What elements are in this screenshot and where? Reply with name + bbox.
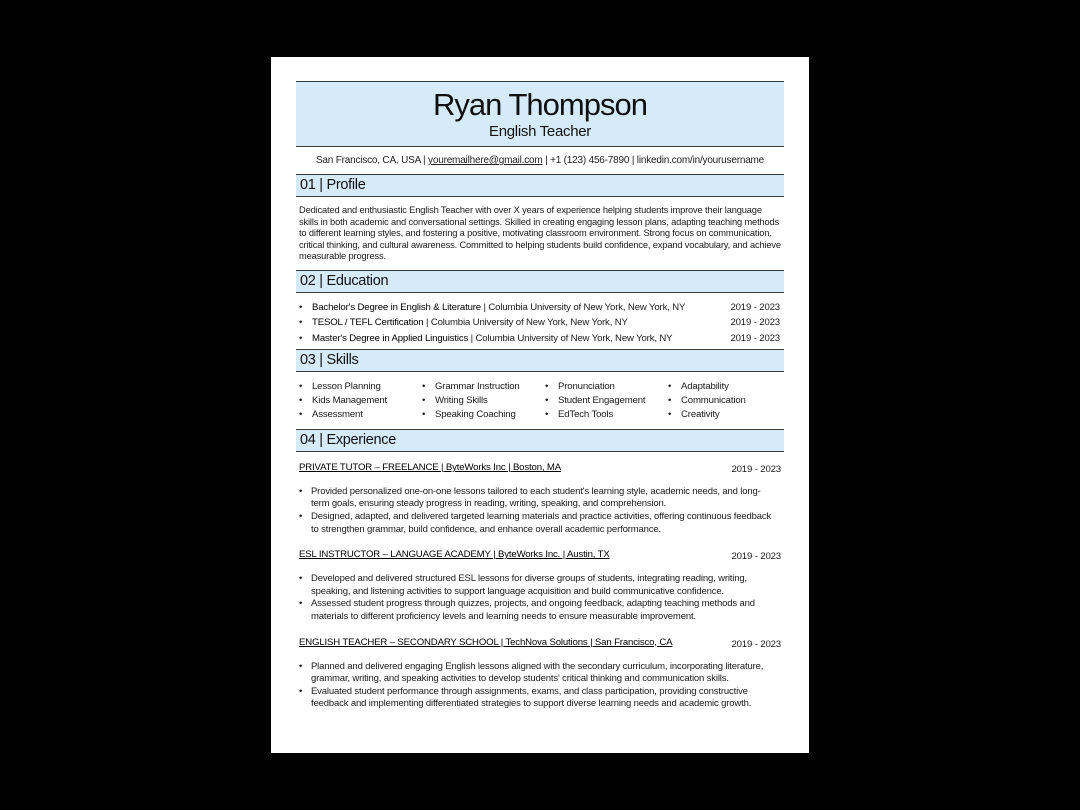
job-title: ESL INSTRUCTOR – LANGUAGE ACADEMY | ByteWorks Inc. | Austin, TX [299,549,610,561]
skill-item: • EdTech Tools [545,409,614,421]
experience-heading: 04 | Experience [296,429,784,452]
skill-item: • Speaking Coaching [422,409,516,421]
job-bullet: • Evaluated student performance through assignments, exams, and class participation, providing constructive feedback and implementing differentiated strategies to support diverse learning needs and academic growth. [299,685,752,710]
skill-item: • Creativity [668,409,720,421]
experience-list [296,452,784,711]
education-list [296,293,784,350]
education-heading: 02 | Education [296,270,784,293]
job-title: ENGLISH TEACHER – SECONDARY SCHOOL | TechNova Solutions | San Francisco, CA [299,636,673,648]
education-dates: 2019 - 2023 [730,317,780,329]
education-item [296,300,784,316]
bullet-icon: • [299,317,303,329]
skill-item: • Student Engagement [545,395,646,407]
contact-location: San Francisco, CA, USA | [315,155,429,166]
skill-item: • Communication [668,395,746,407]
skill-item: • Grammar Instruction [422,381,520,393]
job-dates: 2019 - 2023 [731,638,781,650]
job-title: PRIVATE TUTOR – FREELANCE | ByteWorks Inc | Boston, MA [299,461,562,473]
education-dates: 2019 - 2023 [730,332,780,344]
skill-item: • Adaptability [668,381,729,393]
job-entry [299,549,781,623]
job-bullet: • Assessed student progress through quizzes, projects, and ongoing feedback, adapting teaching methods and materials to different proficiency levels and learning needs to ensure measurable improvement. [299,598,755,623]
candidate-name: Ryan Thompson [433,87,647,122]
profile-text: Dedicated and enthusiastic English Teacher with over X years of experience helping students improve their language skills in both academic and conversational settings. Skilled in creating engaging lesson plans, adapting teaching methods to different learning styles, and fostering a positive, motivating classroom environment. Strong focus on communication, critical thinking, and cultural awareness. Committed to helping students build confidence, expand vocabulary, and achieve measurable progress. [299,205,781,262]
education-school: | Columbia University of New York, New York, NY [468,332,673,344]
job-dates: 2019 - 2023 [731,551,781,563]
job-bullet: • Designed, adapted, and delivered targeted learning materials and practice activities, offering continuous feedback to strengthen grammar, build confidence, and enhance overall academic performance. [299,511,772,535]
skill-item: • Pronunciation [545,381,615,393]
profile-heading: 01 | Profile [296,174,784,197]
resume-page [271,57,809,753]
contact-email-link[interactable]: youremailhere@gmail.com [428,155,543,166]
job-entry [299,462,781,536]
job-dates: 2019 - 2023 [731,463,781,475]
education-item [296,331,784,347]
skill-item: • Writing Skills [422,395,488,407]
contact-line [296,154,784,168]
education-dates: 2019 - 2023 [730,301,780,313]
job-entry [299,637,781,711]
bullet-icon: • [299,301,303,313]
contact-phone-linkedin: | +1 (123) 456-7890 | linkedin.com/in/yourusername [542,155,765,166]
candidate-role: English Teacher [489,123,591,140]
education-school: | Columbia University of New York, New York, NY [481,301,686,313]
skill-item: • Lesson Planning [299,381,381,393]
skill-item: • Kids Management [299,395,388,407]
job-bullet: • Planned and delivered engaging English lessons aligned with the secondary curriculum, incorporating literature, grammar, writing, and speaking activities to develop students' critical thinking and communication skills. [299,660,764,685]
education-degree: Master's Degree in Applied Linguistics [312,332,469,344]
bullet-icon: • [299,332,303,344]
skill-item: • Assessment [299,409,363,421]
skills-grid [296,372,784,428]
education-item [296,315,784,331]
education-degree: TESOL / TEFL Certification [312,317,424,329]
education-school: | Columbia University of New York, New York, NY [423,317,628,329]
education-degree: Bachelor's Degree in English & Literature [312,301,481,313]
skills-heading: 03 | Skills [296,349,784,372]
job-bullet: • Developed and delivered structured ESL lessons for diverse groups of students, integrating reading, writing, speaking, and listening activities to support language acquisition and build communicative confidence. [299,573,748,597]
resume-header [296,81,784,147]
job-bullet: • Provided personalized one-on-one lessons tailored to each student's learning style, academic needs, and long-term goals, ensuring steady progress in reading, writing, speaking, and comprehension. [299,485,761,510]
